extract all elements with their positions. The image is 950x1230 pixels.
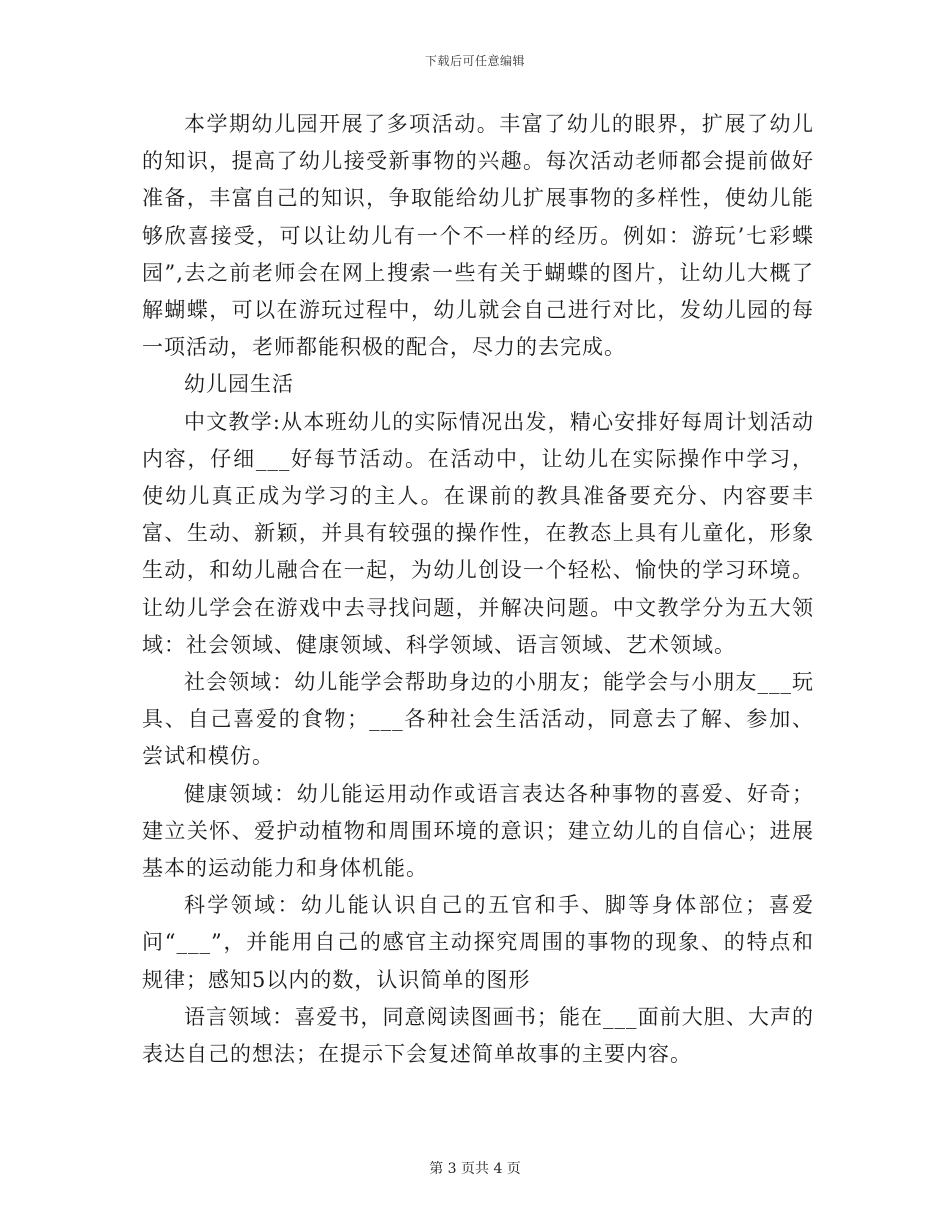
paragraph-chinese-teaching: 中文教学:从本班幼儿的实际情况出发，精心安排好每周计划活动内容，仔细___好每节活动。在活动中，让幼儿在实际操作中学习，使幼儿真正成为学习的主人。在课前的教具准备要充分、内容要丰富、生动、新颖，并具有较强的操作性，在教态上具有儿童化，形象生动，和幼儿融合在一起，为幼儿创设一个轻松、愉快的学习环境。让幼儿学会在游戏中去寻找问题，并解决问题。中文教学分为五大领域：社会领域、健康领域、科学领域、语言领域、艺术领域。 [142,409,814,657]
paragraph-social-domain: 社会领域：幼儿能学会帮助身边的小朋友；能学会与小朋友___玩具、自己喜爱的食物；___各种社会生活活动，同意去了解、参加、尝试和模仿。 [142,670,814,769]
section-heading-kindergarten-life: 幼儿园生活 [184,372,294,397]
paragraph-activities: 本学期幼儿园开展了多项活动。丰富了幼儿的眼界，扩展了幼儿的知识，提高了幼儿接受新事物的兴趣。每次活动老师都会提前做好准备，丰富自己的知识，争取能给幼儿扩展事物的多样性，使幼儿能够欣喜接受，可以让幼儿有一个不一样的经历。例如：游玩’七彩蝶园”,去之前老师会在网上搜索一些有关于蝴蝶的图片，让幼儿大概了解蝴蝶，可以在游玩过程中，幼儿就会自己进行对比，发幼儿园的每一项活动，老师都能积极的配合，尽力的去完成。 [142,112,814,360]
page-number: 第 3 页共 4 页 [429,1161,521,1177]
paragraph-science-domain: 科学领域：幼儿能认识自己的五官和手、脚等身体部位；喜爱问“___”，并能用自己的感官主动探究周围的事物的现象、的特点和规律；感知5以内的数，认识简单的图形 [142,893,814,992]
paragraph-language-domain: 语言领域：喜爱书，同意阅读图画书；能在___面前大胆、大声的表达自己的想法；在提示下会复述简单故事的主要内容。 [142,1004,814,1067]
document-body [142,106,814,1073]
paragraph-health-domain: 健康领域：幼儿能运用动作或语言表达各种事物的喜爱、好奇；建立关怀、爱护动植物和周围环境的意识；建立幼儿的自信心；进展基本的运动能力和身体机能。 [142,781,814,881]
page-header: 下载后可任意编辑 [424,54,525,68]
